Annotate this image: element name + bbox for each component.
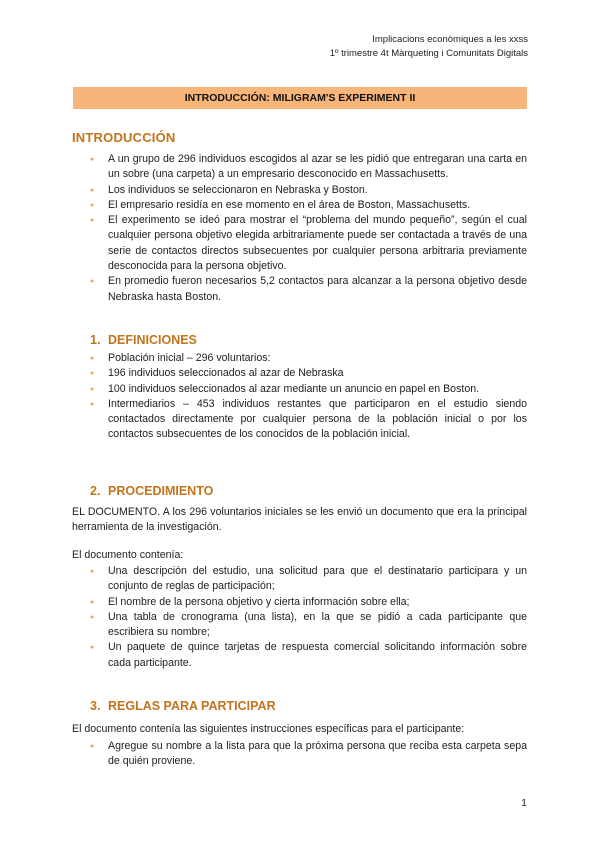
section-title: PROCEDIMIENTO bbox=[108, 484, 214, 498]
procedimiento-list bbox=[90, 564, 527, 671]
list-item: ● El empresario residía en ese momento en el área de Boston, Massachusetts. bbox=[90, 198, 527, 213]
reglas-list bbox=[90, 739, 527, 770]
list-item: ● En promedio fueron necesarios 5,2 contactos para alcanzar a la persona objetivo desde Nebraska hasta Boston. bbox=[90, 274, 527, 305]
procedimiento-heading bbox=[90, 484, 213, 498]
list-item: ● A un grupo de 296 individuos escogidos al azar se les pidió que entregaran una carta en un sobre (una carpeta) a un empresario desconocido en Massachusetts. bbox=[90, 152, 527, 183]
list-item: ● El experimento se ideó para mostrar el “problema del mundo pequeño”, según el cual cualquier persona objetivo elegida arbitrariamente puede ser contactada a través de una serie de contactos directos subsecuentes por cualquier persona arbitraria previamente desconocida para la persona objetivo. bbox=[90, 213, 527, 274]
section-title: DEFINICIONES bbox=[108, 333, 197, 347]
reglas-heading bbox=[90, 699, 276, 713]
page-header bbox=[330, 33, 528, 61]
list-item: ● Agregue su nombre a la lista para que la próxima persona que reciba esta carpeta sepa de quién proviene. bbox=[90, 739, 527, 770]
list-item: ● Los individuos se seleccionaron en Nebraska y Boston. bbox=[90, 183, 527, 198]
header-course-title: Implicacions econòmiques a les xxss bbox=[372, 34, 528, 45]
list-item: ● Un paquete de quince tarjetas de respuesta comercial solicitando información sobre cada participante. bbox=[90, 640, 527, 671]
list-item: ● Una descripción del estudio, una solicitud para que el destinatario participara y un conjunto de reglas de participación; bbox=[90, 564, 527, 595]
intro-heading: INTRODUCCIÓN bbox=[72, 130, 176, 145]
header-course-subtitle: 1º trimestre 4t Màrqueting i Comunitats Digitals bbox=[329, 48, 528, 59]
list-item: ● 196 individuos seleccionados al azar de Nebraska bbox=[90, 366, 527, 381]
list-item: ● 100 individuos seleccionados al azar mediante un anuncio en papel en Boston. bbox=[90, 382, 527, 397]
reglas-paragraph: El documento contenía las siguientes instrucciones específicas para el participante: bbox=[72, 723, 465, 735]
intro-list bbox=[90, 152, 527, 305]
section-number: 2. bbox=[90, 484, 101, 498]
page-number: 1 bbox=[521, 797, 527, 809]
procedimiento-intro-line: El documento contenía: bbox=[72, 549, 184, 561]
definiciones-list bbox=[90, 351, 527, 443]
list-item: ● El nombre de la persona objetivo y cierta información sobre ella; bbox=[90, 595, 527, 610]
section-number: 1. bbox=[90, 333, 101, 347]
list-item: ● Población inicial – 296 voluntarios: bbox=[90, 351, 527, 366]
list-item: ● Intermediarios – 453 individuos restantes que participaron en el estudio siendo contactados directamente por cualquier persona de la población inicial o por los contactos subsecuentes de los conocidos de la población inicial. bbox=[90, 397, 527, 443]
procedimiento-paragraph: EL DOCUMENTO. A los 296 voluntarios iniciales se les envió un documento que era la principal herramienta de la investigación. bbox=[72, 506, 527, 534]
section-title: REGLAS PARA PARTICIPAR bbox=[108, 699, 276, 713]
title-banner: INTRODUCCIÓN: MILIGRAM'S EXPERIMENT II bbox=[73, 87, 527, 109]
definiciones-heading bbox=[90, 333, 197, 347]
section-number: 3. bbox=[90, 699, 101, 713]
list-item: ● Una tabla de cronograma (una lista), en la que se pidió a cada participante que escribiera su nombre; bbox=[90, 610, 527, 641]
